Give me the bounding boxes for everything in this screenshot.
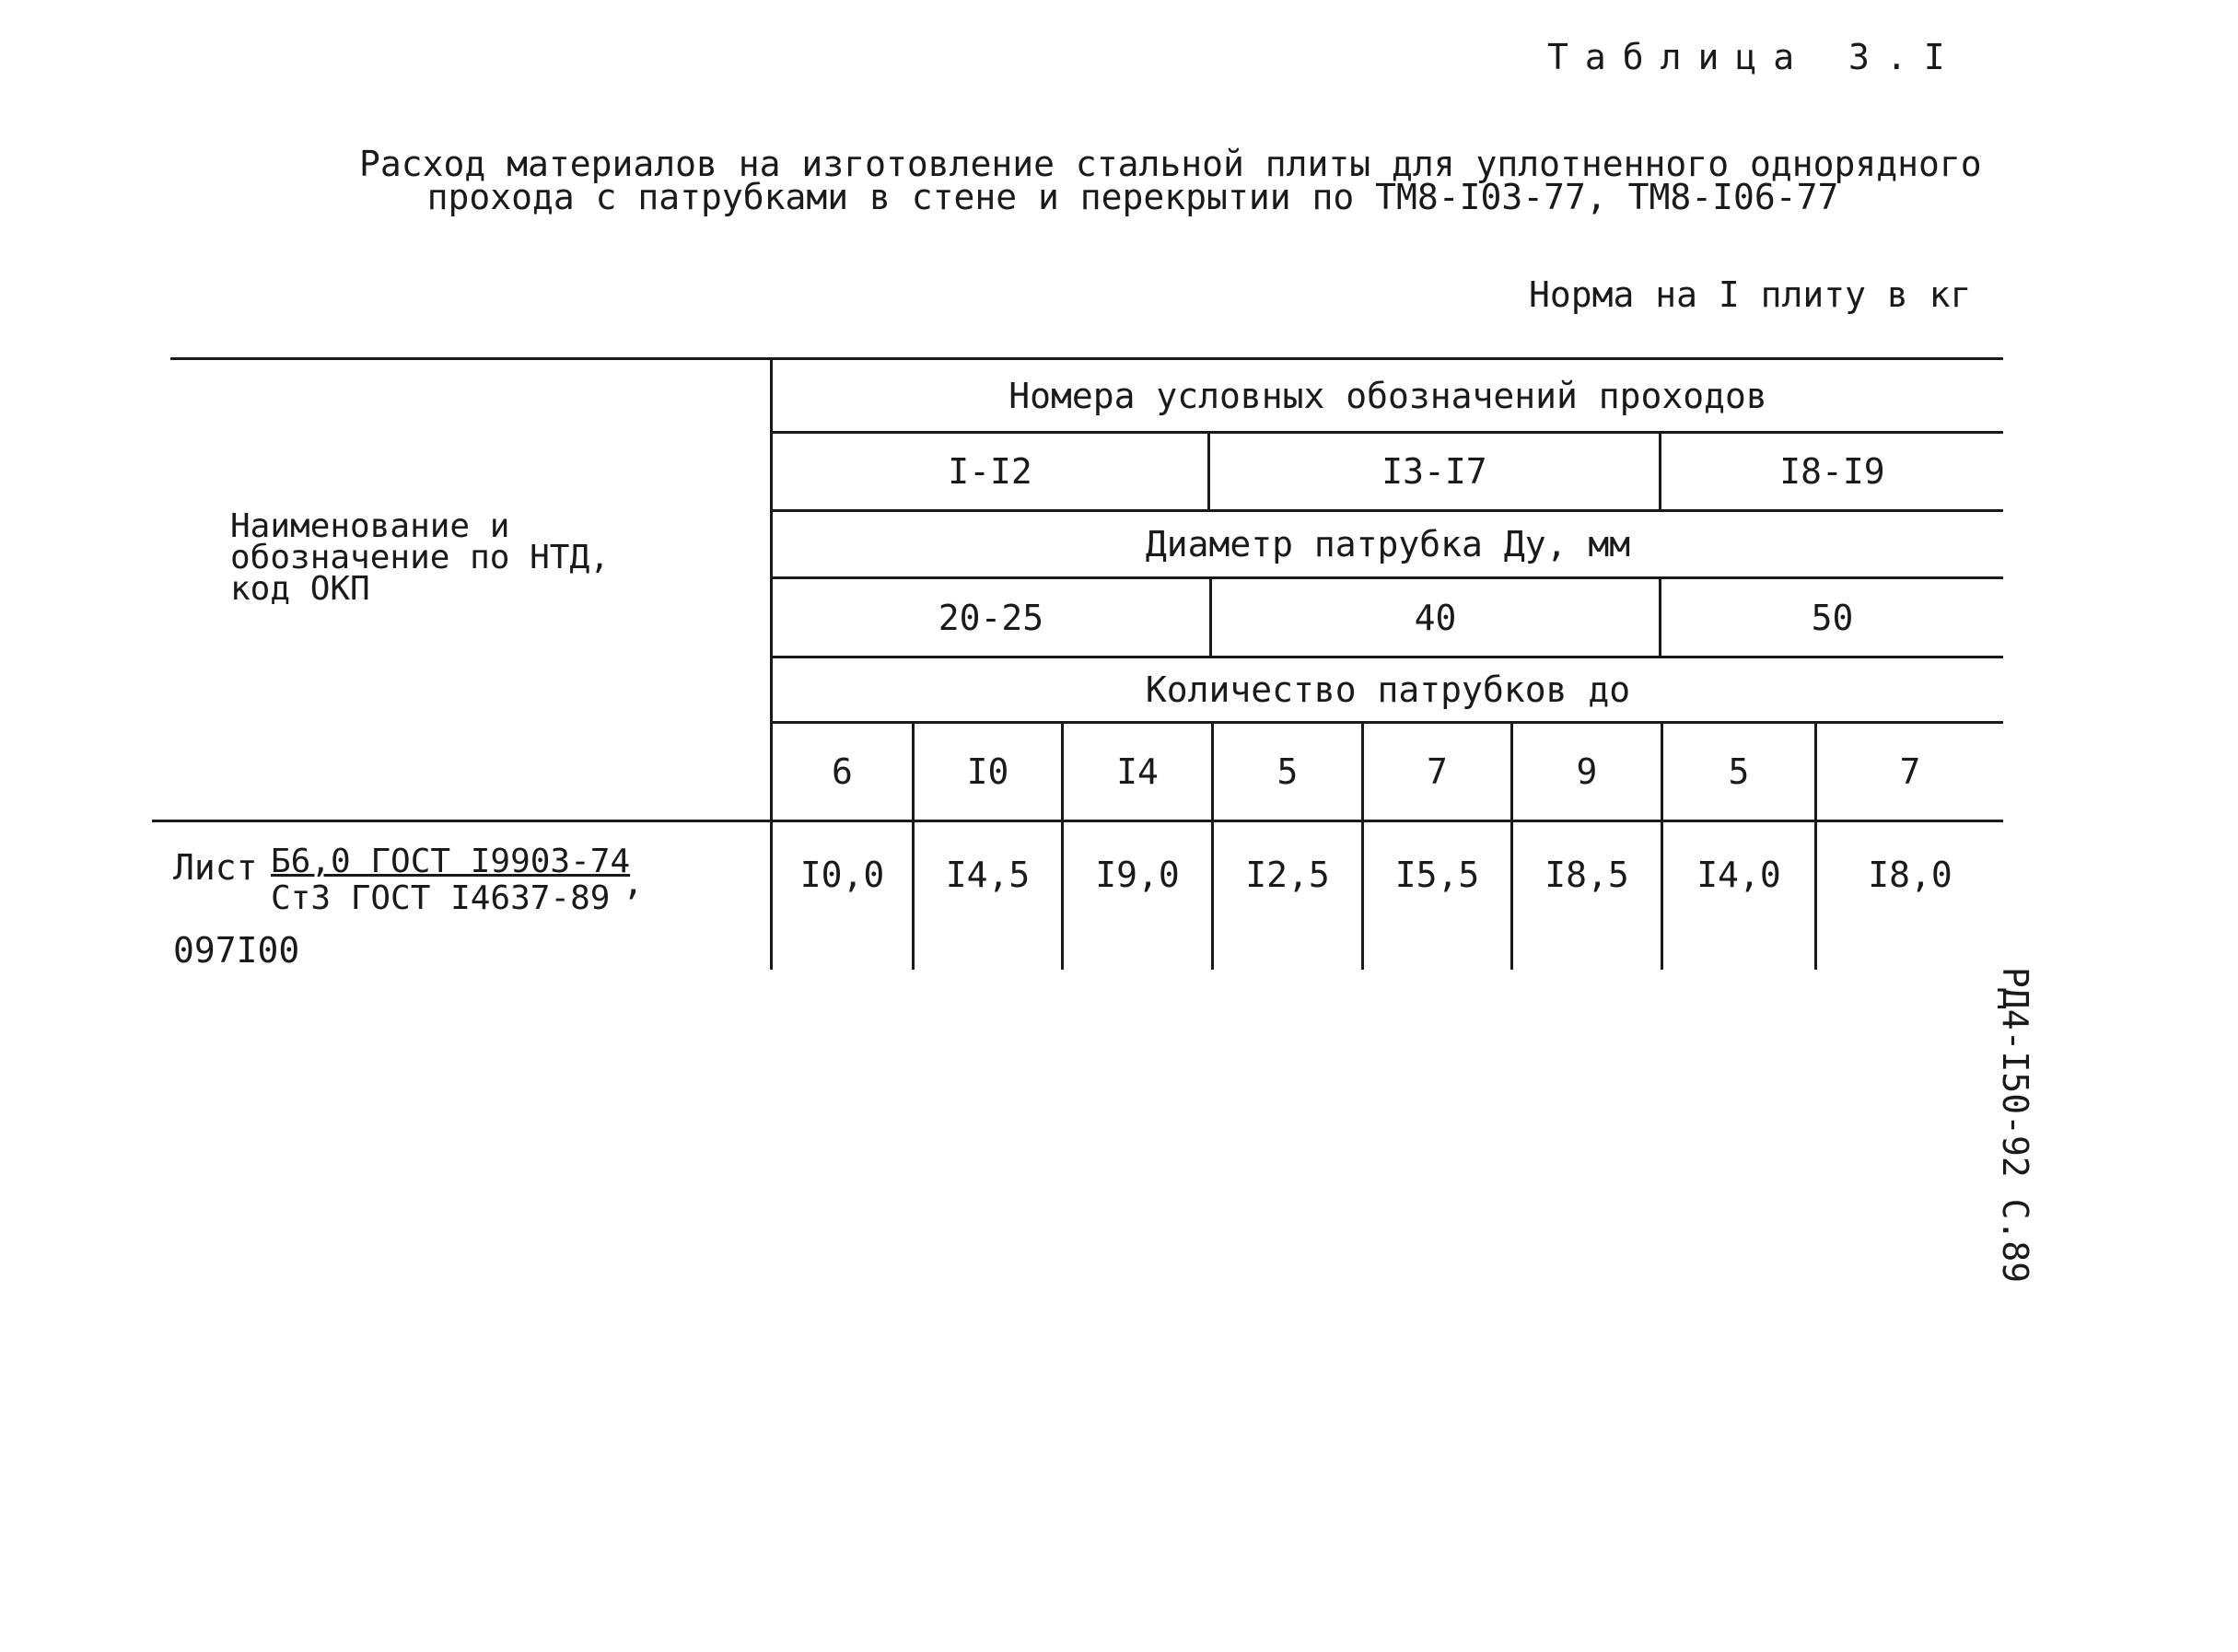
value-5: I5,5 [1394, 855, 1480, 895]
count-1: 6 [832, 751, 853, 792]
value-2: I4,5 [945, 855, 1031, 895]
header-diameter: Диаметр патрубка Ду, мм [1145, 524, 1631, 564]
left-column-header [230, 507, 746, 608]
count-7: 5 [1728, 751, 1750, 792]
margin-document-code: РД4-I50-92 С.89 [1995, 967, 2035, 1284]
count-6: 9 [1576, 751, 1598, 792]
row-material-fraction [271, 843, 630, 917]
passage-group-2: I3-I7 [1381, 451, 1487, 492]
diameter-3: 50 [1811, 597, 1854, 638]
left-header-line-2: обозначение по НТД, [230, 539, 610, 576]
fraction-comma: , [623, 862, 644, 902]
value-7: I4,0 [1696, 855, 1781, 895]
value-3: I9,0 [1095, 855, 1180, 895]
count-4: 5 [1276, 751, 1299, 792]
norm-caption: Норма на I плиту в кг [1529, 274, 1972, 315]
title-line-1: Расход материалов на изготовление стальной плиты для уплотненного однорядного [359, 144, 1982, 184]
table-label: Таблица 3.I [1547, 37, 1962, 77]
count-8: 7 [1899, 751, 1921, 792]
document-title [359, 144, 1982, 217]
left-header-line-3: код ОКП [230, 570, 370, 608]
value-8: I8,0 [1868, 855, 1952, 895]
count-2: I0 [966, 751, 1009, 792]
value-6: I8,5 [1544, 855, 1629, 895]
header-passages: Номера условных обозначений проходов [1008, 375, 1767, 416]
row-material-prefix: Лист [173, 847, 258, 888]
row-okp-code: 097I00 [173, 930, 300, 971]
passage-group-3: I8-I9 [1779, 451, 1885, 492]
fraction-numerator: Б6,0 ГОСТ I9903-74 [271, 843, 631, 880]
fraction-denominator: Ст3 ГОСТ I4637-89 [271, 879, 611, 917]
diameter-2: 40 [1414, 597, 1457, 638]
value-1: I0,0 [799, 855, 885, 895]
count-5: 7 [1427, 751, 1448, 792]
header-count: Количество патрубков до [1145, 669, 1631, 710]
count-3: I4 [1116, 751, 1159, 792]
grid-line-header-bottom [152, 820, 2003, 822]
title-line-2: прохода с патрубками в стене и перекрытии по ТМ8-I03-77, ТМ8-I06-77 [426, 177, 1839, 217]
diameter-1: 20-25 [938, 597, 1044, 638]
passage-group-1: I-I2 [948, 451, 1032, 492]
left-header-line-1: Наименование и [230, 507, 510, 545]
value-4: I2,5 [1245, 855, 1330, 895]
